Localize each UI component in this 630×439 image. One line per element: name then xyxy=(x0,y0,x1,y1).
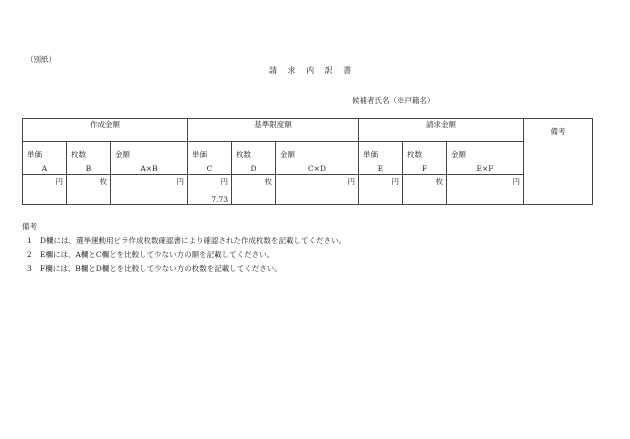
column-letter: B xyxy=(85,164,92,173)
column-label: 金額 xyxy=(115,150,130,159)
note-text: F欄には、B欄とD欄とを比較して少ない方の枚数を記載してください。 xyxy=(40,264,282,273)
attachment-label: （別紙） xyxy=(26,55,56,64)
claim-breakdown-table xyxy=(22,118,593,205)
column-header-e xyxy=(359,142,403,175)
unit-label: 枚 xyxy=(99,177,107,186)
cell-d[interactable] xyxy=(232,175,276,205)
note-number: 1 xyxy=(27,236,32,245)
column-header-f xyxy=(403,142,447,175)
column-label: 金額 xyxy=(451,150,467,159)
unit-label: 円 xyxy=(55,177,63,186)
group-header-claim-amount: 請求金額 xyxy=(359,119,524,142)
column-letter: A xyxy=(41,164,48,173)
column-label: 単価 xyxy=(363,150,379,159)
column-letter: C×D xyxy=(308,164,327,173)
note-item xyxy=(27,264,282,274)
column-header-axb xyxy=(111,142,188,175)
group-header-production-amount: 作成金額 xyxy=(23,119,188,142)
unit-label: 円 xyxy=(512,177,521,186)
column-label: 単価 xyxy=(192,150,208,159)
unit-label: 円 xyxy=(391,177,400,186)
table-row xyxy=(23,175,593,205)
cell-value: 7.73 xyxy=(211,195,229,204)
note-item xyxy=(27,250,274,260)
unit-label: 枚 xyxy=(264,177,273,186)
column-letter: E xyxy=(377,164,384,173)
table-column-header-row xyxy=(23,142,593,175)
remarks-heading: 備考 xyxy=(22,222,37,231)
note-text: D欄には、選挙運動用ビラ作成枚数確認書により確認された作成枚数を記載してください。 xyxy=(40,236,347,245)
document-title: 請 求 内 訳 書 xyxy=(269,66,356,75)
note-text: E欄には、A欄とC欄とを比較して少ない方の額を記載してください。 xyxy=(40,250,275,259)
column-letter: E×F xyxy=(476,164,494,173)
column-header-c xyxy=(188,142,232,175)
table-group-header-row xyxy=(23,119,593,142)
cell-a[interactable] xyxy=(23,175,67,205)
cell-f[interactable] xyxy=(403,175,447,205)
cell-b[interactable] xyxy=(67,175,111,205)
column-header-b xyxy=(67,142,111,175)
column-letter: C xyxy=(206,164,213,173)
column-header-exf xyxy=(447,142,524,175)
column-label: 枚数 xyxy=(407,150,423,159)
note-item xyxy=(27,236,346,246)
cell-axb[interactable] xyxy=(111,175,188,205)
unit-label: 円 xyxy=(176,177,185,186)
note-number: 3 xyxy=(27,264,32,273)
cell-cxd[interactable] xyxy=(276,175,359,205)
note-number: 2 xyxy=(27,250,32,259)
unit-label: 円 xyxy=(220,177,229,186)
column-label: 単価 xyxy=(27,150,42,159)
cell-exf[interactable] xyxy=(447,175,524,205)
column-label: 枚数 xyxy=(71,150,86,159)
group-header-remarks: 備考 xyxy=(524,119,593,205)
column-label: 金額 xyxy=(280,150,296,159)
cell-e[interactable] xyxy=(359,175,403,205)
column-letter: F xyxy=(421,164,428,173)
column-letter: A×B xyxy=(140,164,158,173)
column-header-cxd xyxy=(276,142,359,175)
column-letter: D xyxy=(250,164,257,173)
unit-label: 円 xyxy=(347,177,356,186)
cell-c[interactable] xyxy=(188,175,232,205)
unit-label: 枚 xyxy=(435,177,444,186)
candidate-name-label: 候補者氏名（※戸籍名） xyxy=(352,96,435,105)
group-header-standard-limit: 基準限度額 xyxy=(188,119,359,142)
column-header-a xyxy=(23,142,67,175)
column-header-d xyxy=(232,142,276,175)
column-label: 枚数 xyxy=(236,150,252,159)
